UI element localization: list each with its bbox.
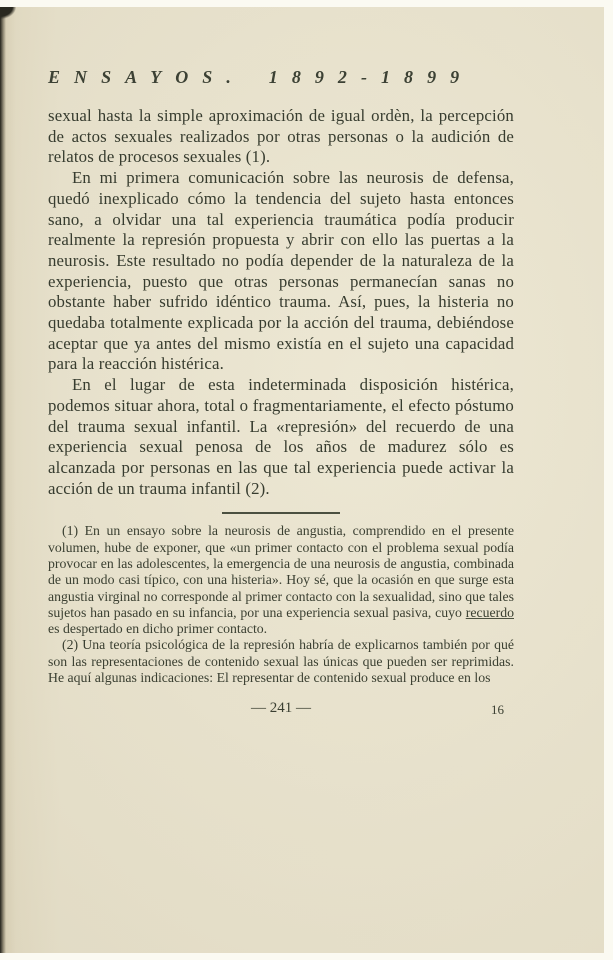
footnote-2: (2) Una teoría psicológica de la represión habría de explicarnos también por qué son las representaciones de contenido sexual las únicas que pueden ser reprimidas. He aquí algunas indicaciones: El representar de contenido sexual produce en los (48, 637, 514, 686)
body-text (48, 106, 514, 499)
signature-number: 16 (491, 702, 504, 718)
footnotes (48, 523, 514, 686)
book-page (0, 7, 604, 953)
footnote-1-underlined-word: recuerdo (465, 604, 514, 620)
page-number: — 241 — (251, 700, 311, 717)
body-paragraph-1: sexual hasta la simple aproximación de igual ordèn, la percepción de actos sexuales realizados por otras personas o la audición de relatos de procesos sexuales (1). (48, 106, 514, 167)
body-paragraph-2: En mi primera comunicación sobre las neurosis de defensa, quedó inexplicado cómo la tendencia del sujeto hasta entonces sano, a olvidar una tal experiencia traumática podía producir realmente la represión propuesta y abrir con ello las puertas a la neurosis. Este resultado no podía depender de la naturaleza de la experiencia, puesto que otras personas permanecían sanas no obstante haber sufrido idéntico trauma. Así, pues, la histeria no quedaba totalmente explicada por la acción del trauma, debiéndose aceptar que ya antes del mismo existía en el sujeto una capacidad para la reacción histérica. (48, 168, 514, 374)
page-footer (48, 700, 514, 720)
scan-corner-artifact (0, 7, 16, 19)
binding-edge-shadow (0, 7, 6, 953)
page-content (48, 67, 514, 720)
footnote-1-text: (1) En un ensayo sobre la neurosis de angustia, comprendido en el presente volumen, hube de exponer, que «un primer contacto con el problema sexual podía provocar en las adolescentes, la emergencia de una neurosis de angustia, combinada de un modo casi típico, con una histeria». Hoy sé, que la ocasión en que surge esta angustia virginal no corresponde al primer contacto con la sexualidad, sino que tales sujetos han pasado en su infancia, por una experiencia sexual pasiva, cuyo (48, 523, 514, 620)
body-paragraph-3: En el lugar de esta indeterminada disposición histérica, podemos situar ahora, total o fragmentariamente, el efecto póstumo del trauma sexual infantil. La «represión» del recuerdo de una experiencia sexual penosa de los años de madurez sólo es alcanzada por personas en las que tal experiencia puede activar la acción de un trauma infantil (2). (48, 375, 514, 498)
running-header: ENSAYOS. 1892-1899 (48, 67, 474, 87)
footnote-1 (48, 523, 514, 637)
footnote-rule (222, 512, 340, 514)
footnote-1-text-end: es despertado en dicho primer contacto. (48, 621, 268, 637)
